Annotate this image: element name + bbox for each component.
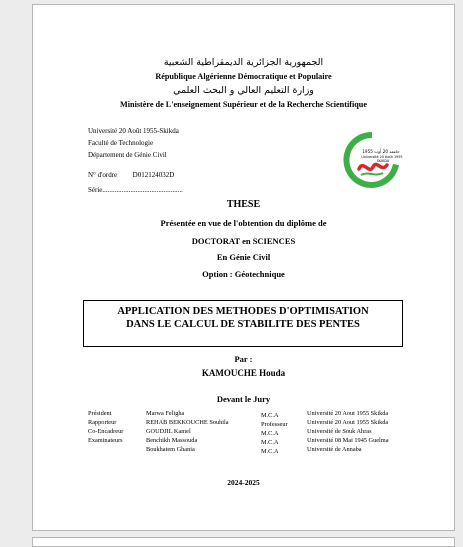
document-page — [32, 4, 455, 531]
order-value: D012124032D — [132, 171, 175, 179]
author-by: Par : — [234, 354, 253, 364]
department-name: Département de Génie Civil — [88, 151, 167, 159]
thesis-option: Option : Géotechnique — [202, 269, 285, 279]
logo-text-fr: Université 20 Août 1955 — [361, 155, 403, 159]
thesis-title-box — [83, 300, 403, 347]
university-name: Université 20 Août 1955-Skikda — [88, 127, 179, 135]
jury-name: Benchikh Massouda — [146, 437, 198, 444]
jury-role: Co-Encadreur — [88, 428, 124, 435]
french-republic-heading: République Algérienne Démocratique et Populaire — [155, 72, 332, 81]
order-label: N° d'ordre — [88, 171, 118, 179]
jury-name: Boukhatem Ghania — [146, 446, 195, 453]
jury-grade: Professeur — [261, 421, 288, 428]
author-name: KAMOUCHE Houda — [201, 368, 286, 378]
serie-line: Série.............................................. — [88, 186, 183, 194]
logo-text-city: SKIKDA — [376, 159, 390, 163]
thesis-field: En Génie Civil — [216, 252, 271, 262]
jury-name: REHAB BEKKOUCHE Souhila — [146, 419, 229, 426]
jury-affiliation: Université de Annaba — [307, 446, 362, 453]
university-logo-icon — [341, 129, 403, 191]
jury-grade: M.C.A — [261, 412, 279, 419]
jury-grade: M.C.A — [261, 448, 279, 455]
jury-name: GOUDJIL Kamel — [146, 428, 191, 435]
thesis-type: THESE — [226, 199, 261, 210]
jury-role: Rapporteur — [88, 419, 117, 426]
jury-affiliation: Université de Souk Ahras — [307, 428, 372, 435]
thesis-title-line-2: DANS LE CALCUL DE STABILITE DES PENTES — [126, 319, 360, 330]
faculty-name: Faculté de Technologie — [88, 139, 154, 147]
academic-year: 2024-2025 — [227, 478, 260, 487]
arabic-ministry-heading: وزارة التعليم العالي و البحث العلمي — [173, 85, 314, 96]
jury-affiliation: Université 08 Mai 1945 Guelma — [307, 437, 389, 444]
jury-role: Examinateurs — [88, 437, 123, 444]
thesis-title-line-1: APPLICATION DES METHODES D'OPTIMISATION — [117, 306, 369, 317]
thesis-presented: Présentée en vue de l'obtention du diplôme de — [160, 218, 327, 228]
jury-name: Marwa Feligha — [146, 410, 185, 417]
logo-text-ar: جامعة 20 أوت 1955 — [362, 149, 400, 154]
order-number — [88, 171, 174, 179]
jury-grade: M.C.A — [261, 439, 279, 446]
thesis-degree: DOCTORAT en SCIENCES — [191, 236, 296, 246]
next-page-edge — [32, 537, 455, 547]
jury-affiliation: Université 20 Aout 1955 Skikda — [307, 410, 389, 417]
jury-role: Président — [88, 410, 112, 417]
french-ministry-heading: Ministère de L'enseignement Supérieur et de la Recherche Scientifique — [120, 100, 367, 109]
arabic-republic-heading: الجمهورية الجزائرية الديمقراطية الشعبية — [163, 57, 324, 68]
jury-affiliation: Université 20 Aout 1955 Skikda — [307, 419, 389, 426]
jury-heading: Devant le Jury — [216, 394, 271, 404]
jury-grade: M.C.A — [261, 430, 279, 437]
